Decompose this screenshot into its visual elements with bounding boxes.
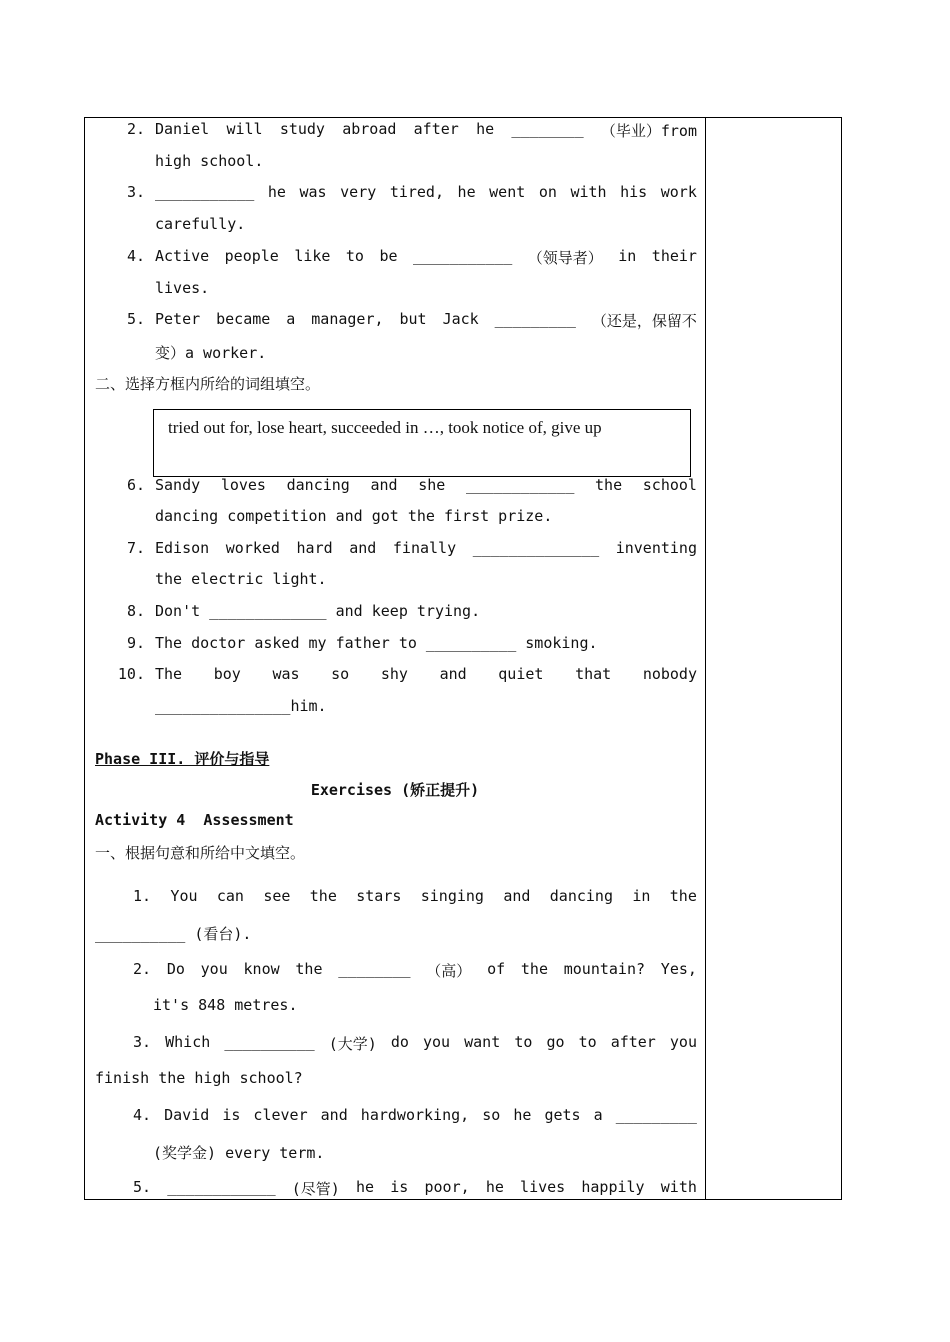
word: is [390,1178,409,1196]
word-box [153,409,691,477]
answer-blank[interactable]: ______________ [472,539,600,557]
item-line [155,120,697,141]
answer-blank[interactable]: _________ [615,1106,697,1124]
word: want [464,1033,501,1051]
item-number: 8. [126,602,145,620]
word: he [476,120,495,138]
word: of [487,960,506,978]
word: dancing [286,476,350,494]
word: very [340,183,377,201]
answer-blank[interactable]: ____________ [466,476,575,494]
word: can [216,887,244,905]
word: school [642,476,697,494]
word: Jack [442,310,479,328]
section-heading: 一、根据句意和所给中文填空。 [95,844,306,862]
word: hardworking, [360,1106,470,1124]
word: the [520,960,548,978]
word: study [279,120,325,138]
word: you [422,1033,451,1051]
item-number: 4. [133,1106,152,1124]
word: loves [220,476,266,494]
word: and [439,665,467,683]
word: on [538,183,557,201]
word: shy [380,665,408,683]
item-line [133,1033,697,1054]
word: Yes, [660,960,697,978]
answer-blank[interactable]: __________ [224,1033,315,1051]
item-number: 10. [117,665,145,683]
word: the [309,887,337,905]
item-line [155,476,697,494]
column-divider [705,118,706,1199]
item-line: it's 848 metres. [153,996,298,1014]
answer-blank[interactable]: ___________ [155,183,255,201]
item-line: Don't _____________ and keep trying. [155,602,481,620]
word: and [503,887,531,905]
word: was [299,183,327,201]
item-line [155,247,697,268]
word: （高） [426,962,472,980]
word-box-text: tried out for, lose heart, succeeded in …, took notice of, give up [168,418,602,437]
word: dancing [549,887,613,905]
word: people [224,247,279,265]
word: he [267,183,286,201]
word: their [651,247,697,265]
item-number: 5. [133,1178,152,1196]
word: Active [155,247,210,265]
word: see [263,887,291,905]
word: （毕业）from [600,122,697,140]
item-number: 9. [126,634,145,652]
word: she [418,476,446,494]
item-line: the electric light. [155,570,327,588]
item-line: 变）a worker. [155,344,267,362]
word: in [618,247,637,265]
word: with [570,183,607,201]
phase-title: Phase III. 评价与指导 [95,750,270,768]
item-line: lives. [155,279,210,297]
item-line [133,1106,697,1124]
word: a [593,1106,603,1124]
word: happily [581,1178,645,1196]
word: you [669,1033,697,1051]
item-line [133,887,697,905]
word: like [294,247,331,265]
word: his [620,183,648,201]
word: in [632,887,651,905]
word: manager, [311,310,384,328]
item-line: __________ (看台). [95,925,252,943]
word: a [286,310,296,328]
word: to [514,1033,533,1051]
word: hard [296,539,333,557]
item-line [155,665,697,683]
item-line: _______________him. [155,697,327,715]
word: to [345,247,364,265]
word: tired, [389,183,444,201]
word: he [513,1106,532,1124]
word: but [399,310,427,328]
word: will [226,120,263,138]
word: (大学) [328,1035,377,1053]
word: singing [420,887,484,905]
item-line [133,960,697,981]
word: was [272,665,300,683]
word: （还是，保留不 [591,312,697,330]
item-line: carefully. [155,215,246,233]
word: work [660,183,697,201]
word: You [170,887,198,905]
word: the [295,960,323,978]
word: and [320,1106,348,1124]
word: lives [520,1178,566,1196]
item-number: 4. [126,247,145,265]
item-line: dancing competition and got the first prize. [155,507,553,525]
word: do [390,1033,409,1051]
word: so [331,665,350,683]
word: you [200,960,228,978]
word: David [164,1106,210,1124]
item-number: 6. [126,476,145,494]
word: Edison [155,539,210,557]
answer-blank[interactable]: ________ [511,120,584,138]
word: with [660,1178,697,1196]
word: go [546,1033,565,1051]
word: inventing [615,539,697,557]
word: The [155,665,183,683]
item-line [155,310,697,331]
word: after [413,120,459,138]
word: to [578,1033,597,1051]
item-line [155,183,697,201]
word: that [575,665,612,683]
word: the [669,887,697,905]
answer-blank[interactable]: ________ [338,960,411,978]
item-line [155,539,697,557]
word: gets [544,1106,581,1124]
word: Daniel [155,120,210,138]
exercises-title: Exercises (矫正提升) [310,781,480,799]
word: went [489,183,526,201]
word: the [595,476,623,494]
word: after [610,1033,656,1051]
word: he [457,183,476,201]
word: and [349,539,377,557]
item-line: (奖学金) every term. [153,1144,325,1162]
activity-title: Activity 4 Assessment [95,811,294,829]
worksheet-table [84,117,842,1200]
word: so [482,1106,501,1124]
word: Peter [155,310,201,328]
word: and [370,476,398,494]
item-line: finish the high school? [95,1069,303,1087]
item-number: 5. [126,310,145,328]
word: became [216,310,271,328]
word: know [243,960,280,978]
word: abroad [342,120,397,138]
item-number: 3. [133,1033,152,1051]
word: he [356,1178,375,1196]
word: is [222,1106,241,1124]
word: he [485,1178,504,1196]
item-number: 1. [133,887,152,905]
item-line [133,1178,697,1199]
word: Which [165,1033,211,1051]
word: (尽管) [291,1180,340,1198]
item-number: 3. [126,183,145,201]
item-number: 2. [133,960,152,978]
word: clever [253,1106,308,1124]
word: Do [166,960,185,978]
word: mountain? [563,960,646,978]
item-number: 7. [126,539,145,557]
word: poor, [424,1178,470,1196]
item-line: high school. [155,152,264,170]
word: worked [225,539,280,557]
word: boy [213,665,241,683]
answer-blank[interactable]: ___________ [412,247,513,265]
word: be [379,247,398,265]
answer-blank[interactable]: ____________ [167,1178,276,1196]
word: stars [356,887,402,905]
answer-blank[interactable]: _________ [494,310,576,328]
section-heading: 二、选择方框内所给的词组填空。 [95,375,321,393]
word: Sandy [155,476,201,494]
item-number: 2. [126,120,145,138]
word: nobody [642,665,697,683]
word: quiet [498,665,544,683]
item-line: The doctor asked my father to __________ smoking. [155,634,598,652]
word: （领导者） [527,249,603,267]
word: finally [392,539,457,557]
